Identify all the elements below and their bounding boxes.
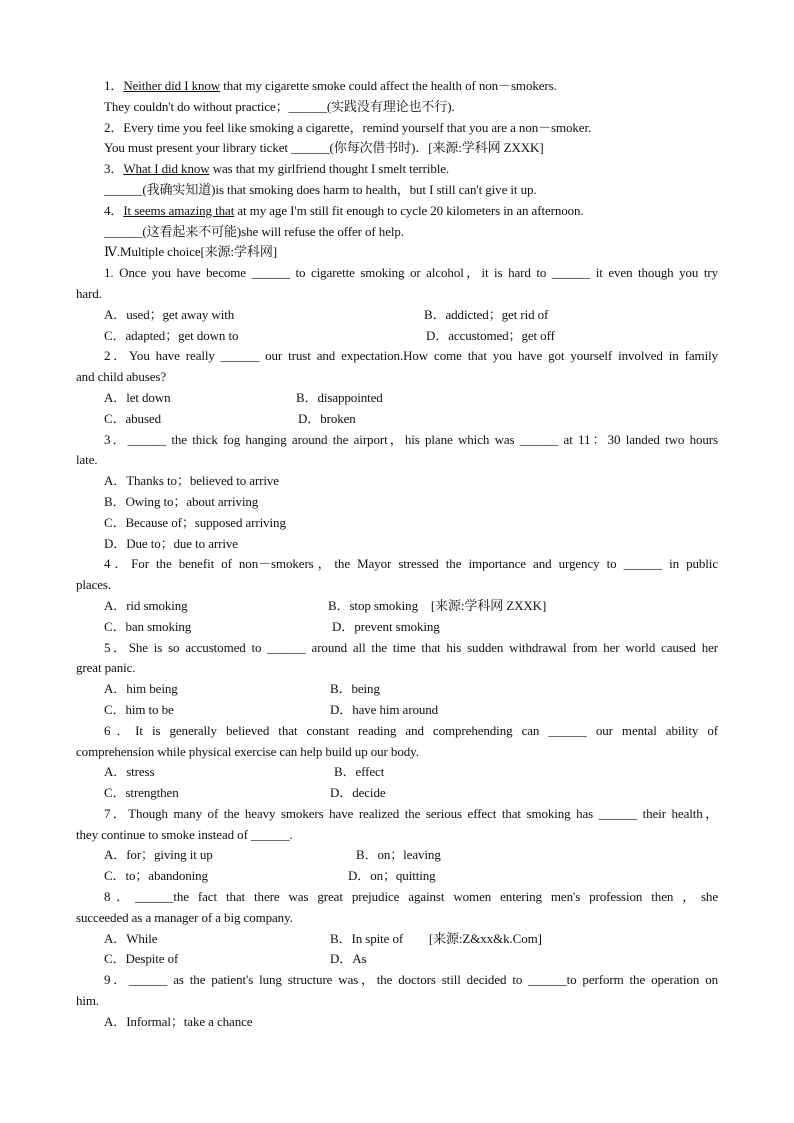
options-row (76, 866, 718, 887)
question-1-cont: hard. (76, 285, 102, 301)
exercise-2: You must present your library ticket ______(你每次借书时)．[来源:学科网 ZXXK] (104, 140, 544, 156)
option-b: B．In spite of [来源:Z&xx&k.Com] (330, 930, 542, 946)
options-row (76, 326, 718, 347)
option-d: D．have him around (330, 701, 439, 717)
sentence-1 (76, 76, 718, 97)
question-3-cont: late. (76, 452, 98, 468)
sentence-4 (76, 201, 718, 222)
exercise-3: ______(我确实知道)is that smoking does harm to health，but I still can't give it up. (104, 181, 537, 197)
option-c: C．Because of；supposed arriving (104, 514, 286, 530)
options-row (76, 617, 718, 638)
key-phrase: Neither did I know (123, 78, 221, 93)
question-7: 7．Though many of the heavy smokers have realized the serious effect that smoking has ______ their health， (104, 805, 718, 821)
option-a: A．him being (104, 681, 178, 697)
sentence-text: at my age I'm still fit enough to cycle 20 kilometers in an afternoon. (234, 202, 584, 218)
option-b: B．disappointed (296, 389, 383, 405)
options-row (76, 388, 718, 409)
option-d: D．decide (330, 785, 386, 801)
sentence-text: was that my girlfriend thought I smelt terrible. (209, 161, 450, 177)
option-b: B．effect (334, 764, 385, 780)
option-d: D．Due to；due to arrive (104, 535, 238, 551)
options-row (76, 679, 718, 700)
item-number: 4． (104, 202, 124, 218)
question-4-cont: places. (76, 577, 112, 593)
options-row (76, 929, 718, 950)
options-row (76, 700, 718, 721)
option-a: A．Thanks to；believed to arrive (104, 473, 279, 489)
item-number: 1． (104, 78, 124, 93)
option-a: A．used；get away with (104, 306, 235, 322)
question-9-cont: him. (76, 993, 100, 1009)
question-5: 5．She is so accustomed to ______ around all the time that his sudden withdrawal from her world caused her (104, 639, 718, 655)
option-b: B．being (330, 681, 380, 697)
option-b: B．on；leaving (356, 847, 441, 863)
question-3: 3．______ the thick fog hanging around the airport，his plane which was ______ at 11：30 landed two hours (104, 431, 718, 447)
option-a: A．for；giving it up (104, 847, 213, 863)
option-d: D．prevent smoking (332, 618, 440, 634)
options-row (76, 783, 718, 804)
question-5-cont: great panic. (76, 660, 136, 676)
option-a: A．stress (104, 764, 155, 780)
option-c: C．him to be (104, 701, 174, 717)
exercise-1: They couldn't do without practice；______(实践没有理论也不行). (104, 98, 455, 114)
item-number: 3． (104, 161, 124, 177)
options-row (76, 409, 718, 430)
option-d: D．As (330, 951, 367, 967)
key-phrase: It seems amazing that (123, 202, 235, 218)
question-2-cont: and child abuses? (76, 369, 166, 385)
option-d: D．accustomed；get off (426, 327, 555, 343)
options-row (76, 949, 718, 970)
option-c: C．abused (104, 410, 161, 426)
sentence-3 (76, 159, 718, 180)
worksheet-page (76, 76, 718, 1033)
option-a: A．Informal；take a chance (104, 1013, 253, 1029)
option-c: C．to；abandoning (104, 868, 208, 884)
option-a: A．While (104, 930, 158, 946)
question-6-cont: comprehension while physical exercise can help build up our body. (76, 743, 419, 759)
key-phrase: What I did know (123, 161, 210, 177)
options-row (76, 762, 718, 783)
option-b: B．stop smoking [来源:学科网 ZXXK] (328, 597, 547, 613)
option-b: B．Owing to；about arriving (104, 493, 259, 509)
question-7-cont: they continue to smoke instead of ______. (76, 826, 293, 842)
option-c: C．ban smoking (104, 618, 192, 634)
option-a: A．let down (104, 389, 171, 405)
question-9: 9．______ as the patient's lung structure was，the doctors still decided to ______to perform the operation on (104, 972, 718, 988)
question-8-cont: succeeded as a manager of a big company. (76, 909, 293, 925)
option-a: A．rid smoking (104, 597, 188, 613)
options-row (76, 305, 718, 326)
options-row (76, 596, 718, 617)
option-d: D．on；quitting (348, 868, 436, 884)
question-2: 2．You have really ______ our trust and expectation.How come that you have got yourself involved in family (104, 348, 718, 364)
option-d: D．broken (298, 410, 356, 426)
section-title: Ⅳ.Multiple choice[来源:学科网] (104, 244, 277, 260)
sentence-text: that my cigarette smoke could affect the health of non－smokers. (220, 78, 557, 93)
question-1: 1. Once you have become ______ to cigarette smoking or alcohol，it is hard to ______ it even though you try (104, 265, 718, 281)
question-6: 6．It is generally believed that constant reading and comprehending can ______ our mental ability of (104, 722, 718, 738)
sentence-2: 2．Every time you feel like smoking a cigarette，remind yourself that you are a non－smoker. (104, 119, 592, 135)
option-c: C．adapted；get down to (104, 327, 239, 343)
options-row (76, 845, 718, 866)
question-8: 8．______the fact that there was great prejudice against women entering men's profession then ，she (104, 889, 718, 905)
question-4: 4．For the benefit of non－smokers，the Mayor stressed the importance and urgency to ______ in public (104, 556, 718, 572)
option-c: C．Despite of (104, 951, 179, 967)
exercise-4: ______(这看起来不可能)she will refuse the offer of help. (104, 223, 404, 239)
option-c: C．strengthen (104, 785, 179, 801)
option-b: B．addicted；get rid of (424, 306, 549, 322)
